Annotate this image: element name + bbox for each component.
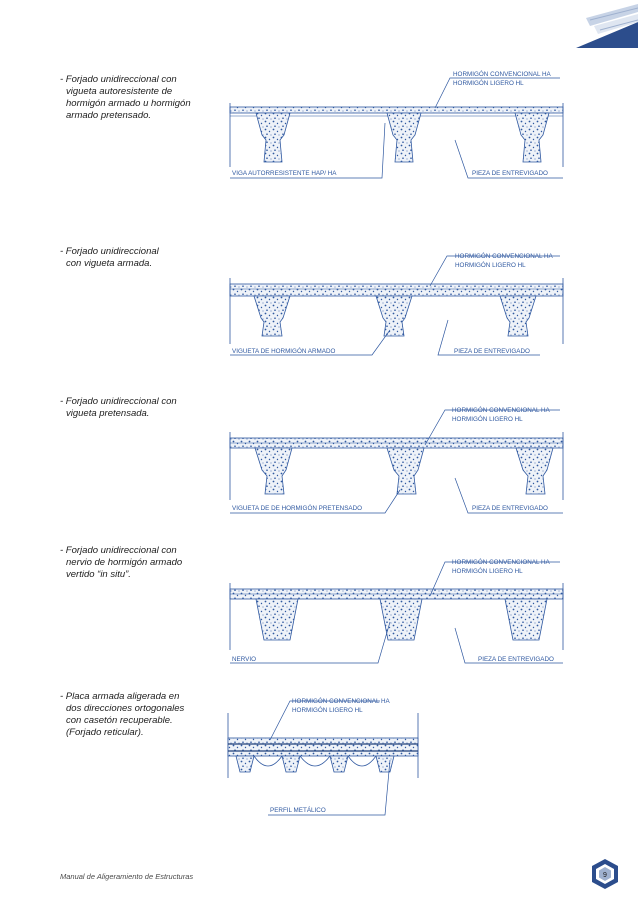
diagram-1-label-top1: HORMIGÓN CONVENCIONAL HA xyxy=(453,71,551,78)
diagram-5-label-left: PERFIL METÁLICO xyxy=(270,807,326,814)
diagram-4 xyxy=(230,557,563,663)
item-4-description: - Forjado unidireccional con nervio de hormigón armado vertido “in situ”. xyxy=(60,545,183,580)
corner-decoration xyxy=(560,0,638,48)
page-number: 9 xyxy=(603,872,607,879)
diagram-2 xyxy=(230,251,563,355)
diagram-4-label-right: PIEZA DE ENTREVIGADO xyxy=(478,656,554,663)
diagram-1-label-left: VIGA AUTORRESISTENTE HAP/ HA xyxy=(232,170,337,177)
diagram-3-label-right: PIEZA DE ENTREVIGADO xyxy=(472,505,548,512)
diagram-4-label-top1: HORMIGÓN CONVENCIONAL HA xyxy=(452,559,550,566)
item-1-description: - Forjado unidireccional con vigueta autoresistente de hormigón armado u hormigón armado pretensado. xyxy=(60,74,191,121)
diagram-3-label-top2: HORMIGÓN LIGERO HL xyxy=(452,416,523,423)
page-badge xyxy=(590,858,620,890)
item-5-description: - Placa armada aligerada en dos direcciones ortogonales con casetón recuperable. (Forjado reticular). xyxy=(60,691,185,738)
diagram-2-label-right: PIEZA DE ENTREVIGADO xyxy=(454,348,530,355)
item-2-description: - Forjado unidireccional con vigueta armada. xyxy=(60,246,159,269)
diagram-4-label-top2: HORMIGÓN LIGERO HL xyxy=(452,568,523,575)
diagram-3-label-left: VIGUETA DE DE HORMIGÓN PRETENSADO xyxy=(232,505,363,512)
diagram-1 xyxy=(230,69,563,178)
diagram-2-label-top2: HORMIGÓN LIGERO HL xyxy=(455,262,526,269)
item-3-description: - Forjado unidireccional con vigueta pretensada. xyxy=(60,396,177,419)
diagram-5 xyxy=(228,696,418,815)
diagram-3 xyxy=(230,405,563,513)
diagram-2-label-top1: HORMIGÓN CONVENCIONAL HA xyxy=(455,253,553,260)
diagram-5-label-top2: HORMIGÓN LIGERO HL xyxy=(292,707,363,714)
diagram-2-label-left: VIGUETA DE HORMIGÓN ARMADO xyxy=(232,348,336,355)
diagram-3-label-top1: HORMIGÓN CONVENCIONAL HA xyxy=(452,407,550,414)
footer-title: Manual de Aligeramiento de Estructuras xyxy=(60,872,194,881)
diagram-1-label-right: PIEZA DE ENTREVIGADO xyxy=(472,170,548,177)
diagram-4-label-left: NERVIO xyxy=(232,656,257,663)
diagram-1-label-top2: HORMIGÓN LIGERO HL xyxy=(453,80,524,87)
diagram-5-label-top1: HORMIGÓN CONVENCIONAL HA xyxy=(292,698,390,705)
